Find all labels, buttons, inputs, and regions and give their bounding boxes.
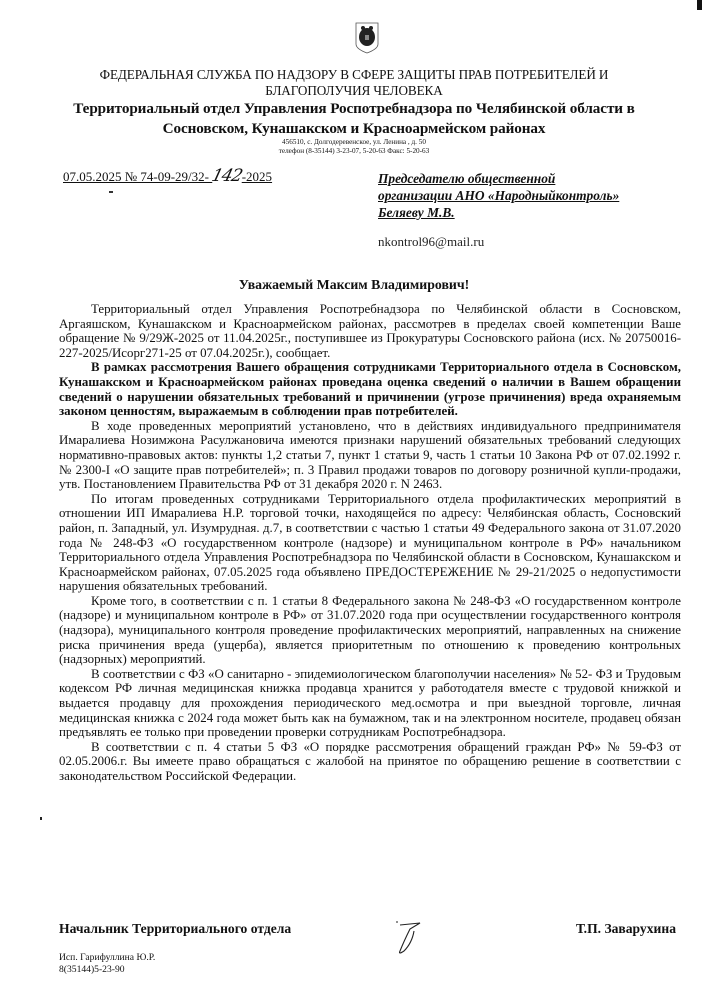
reference-date: 07.05.2025 [63,169,122,184]
signatory-title: Начальник Территориального отдела [59,921,292,936]
agency-line-2: БЛАГОПОЛУЧИЯ ЧЕЛОВЕКА [265,83,443,98]
department-line-2: Сосновском, Кунашакском и Красноармейском районах [162,120,546,137]
department-name [30,99,678,139]
addressee-line-3: Беляеву М.В. [378,205,455,220]
addressee-line-1: Председателю общественной [378,171,556,186]
scan-mark [109,191,113,193]
paragraph-findings: В ходе проведенных мероприятий установлено, что в действиях индивидуального предпринимателя Имаралиева Нозимжона Расулжановича имеются признаки нарушений обязательных требований следующих нормативно-правовых актов: пункты 1,2 статьи 7, пункт 1 статьи 9, часть 1 статьи 10 Закона РФ от 07.02.1992 г. № 2300-I «О защите прав потребителей»; п. 3 Правил продажи товаров по договору розничной купли-продажи, утв. Постановлением Правительства РФ от 31 декабря 2020 г. N 2463. [59,418,681,492]
addressee-email: nkontrol96@mail.ru [378,234,485,249]
agency-name [40,67,668,99]
scan-corner-mark [697,0,702,10]
coat-of-arms-icon [354,22,380,54]
agency-line-1: ФЕДЕРАЛЬНАЯ СЛУЖБА ПО НАДЗОРУ В СФЕРЕ ЗАЩИТЫ ПРАВ ПОТРЕБИТЕЛЕЙ И [99,67,609,82]
executor-name: Исп. Гарифуллина Ю.Р. [59,952,156,963]
handwritten-signature-icon [394,919,434,959]
addressee-block [378,170,619,221]
executor-block [59,952,155,976]
department-address: 456510, с. Долгодеревенское, ул. Ленина , д. 50 [282,138,426,146]
paragraph-assessment: В рамках рассмотрения Вашего обращения сотрудниками Территориального отдела в Сосновском, Кунашакском и Красноармейском районах проведана оценка сведений о наличии в Вашем обращении сведений о нарушении обязательных требований и причинении (угрозе причинения) вреда охраняемым законом ценностям, выражаемым в соблюдении прав потребителей. [59,360,681,419]
paragraph-appeal-rights: В соответствии с п. 4 статьи 5 ФЗ «О порядке рассмотрения обращений граждан РФ» № 59-ФЗ от 02.05.2006.г. Вы имеете право обращаться с жалобой на принятое по обращению решение в соответствии с законодательством Российской Федерации. [59,739,681,783]
department-line-1: Территориальный отдел Управления Роспотребнадзора по Челябинской области в [73,100,635,117]
department-contacts [200,138,508,156]
signatory-name: Т.П. Заварухина [575,921,676,936]
executor-phone: 8(35144)5-23-90 [59,964,125,975]
scan-mark [40,817,42,820]
paragraph-prevention: Кроме того, в соответствии с п. 1 статьи 8 Федерального закона № 248-ФЗ «О государственном контроле (надзоре) и муниципальном контроле в РФ» от 31.07.2020 года при осуществлении государственного контроля (надзора), муниципального контроля проведение профилактических мероприятий, направленных на снижение риска причинения вреда (ущерба), является приоритетным по отношению к проведению контрольных (надзорных) мероприятий. [59,593,681,667]
department-phone: телефон (8-35144) 3-23-07, 5-20-63 Факс: 5-20-63 [278,147,430,155]
salutation: Уважаемый Максим Владимирович! [238,277,470,292]
addressee-line-2: организации АНО «Народныйконтроль» [378,188,620,203]
reference-number-suffix: -2025 [241,169,273,184]
reference-number-prefix: № 74-09-29/32- [121,169,213,184]
reference-line [63,166,272,186]
letter-body [59,302,681,784]
paragraph-intro: Территориальный отдел Управления Роспотребнадзора по Челябинской области в Сосновском, Аргаяшском, Кунашакском и Красноармейском районах, рассмотрев в пределах своей компетенции Ваше обращение № 9/29Ж-2025 от 11.04.2025г., поступившее из Прокуратуры Сосновского района (исх. № 20750016-227-2025/Исорг271-25 от 07.04.2025г.), сообщает. [59,302,681,360]
handwritten-number: 142 [209,166,245,186]
paragraph-warning: По итогам проведенных сотрудниками Территориального отдела профилактических мероприятий в отношении ИП Имаралиева Н.Р. торговой точки, находящейся по адресу: Челябинская область, Сосновский район, п. Западный, ул. Изумрудная. д.7, в соответствии с частью 1 статьи 49 Федерального закона от 31.07.2020 года № 248-ФЗ «О государственном контроле (надзоре) и муниципальном контроле в РФ» начальником Территориального отдела Управления Роспотребнадзора по Челябинской области в Сосновском, Кунашакском и Красноармейском районах, 07.05.2025 года объявлено ПРЕДОСТЕРЕЖЕНИЕ № 29-21/2025 о недопустимости нарушения обязательных требований. [59,491,681,594]
paragraph-medical-book: В соответствии с ФЗ «О санитарно - эпидемиологическом благополучии населения» № 52- ФЗ и Трудовым кодексом РФ личная медицинская книжка продавца хранится у работодателя вместе с трудовой книжкой и выдается продавцу для прохождения периодического мед.осмотра и при выездной торговле, личная медицинская книжка с 2024 года может быть как на бумажном, так и на электронном носителе, продавец обязан предъявлять ее только при проведении проверки сотрудникам Роспотребнадзора. [59,666,681,740]
